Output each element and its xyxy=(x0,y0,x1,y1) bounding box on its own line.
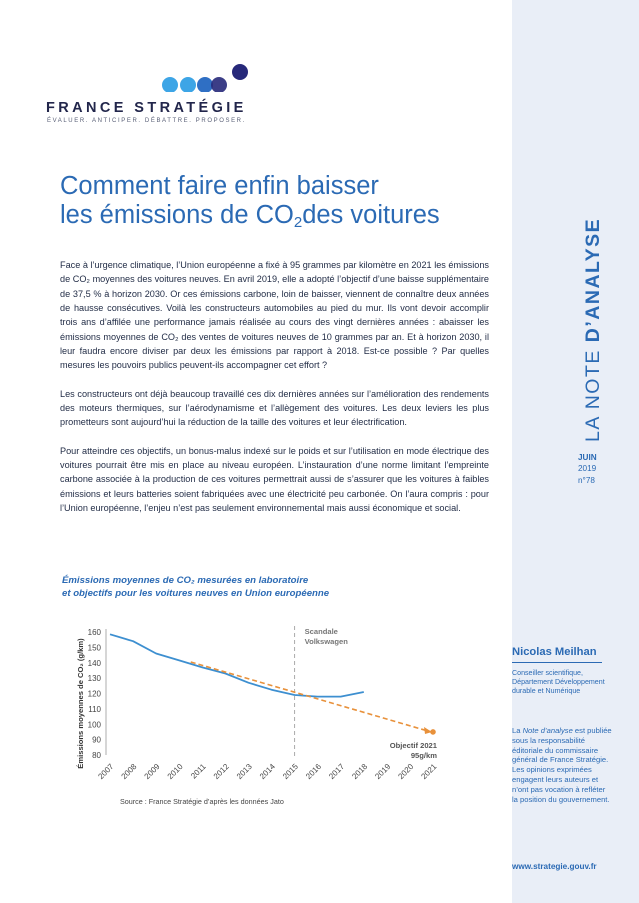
x-tick-label: 2017 xyxy=(327,762,347,781)
series-title-bold: D’ANALYSE xyxy=(582,217,604,343)
summary-paragraph-3: Pour atteindre ces objectifs, un bonus-malus indexé sur le poids et sur l’utilisation en mode électrique des voitures pourrait être mis en place au niveau européen. L’instauration d’une norme limitant l’empreinte carbone associée à la production de ces voitures permettrait aussi de s’assurer que les voitures à faibles émissions et leurs batteries soient fabriquées avec une électricité peu carbonée. On l’aura compris : pour l’Union européenne, l’enjeu n’est pas seulement environnemental mais aussi économique et social. xyxy=(60,445,489,514)
x-tick-label: 2021 xyxy=(419,762,439,781)
title-line-2-subscript: 2 xyxy=(293,214,303,231)
x-tick-label: 2011 xyxy=(189,762,208,781)
y-tick-label: 80 xyxy=(92,751,101,760)
brand-logo-dots xyxy=(160,62,270,92)
logo-dot-5 xyxy=(232,64,248,80)
y-tick-label: 120 xyxy=(87,689,101,699)
note-body: est publiée sous la responsabilité éditoriale du commissaire général de France Stratégie. Les opinions exprimées engagent leurs auteurs et n’ont pas vocation à refléter la position du gouvernement. xyxy=(512,726,612,804)
y-tick-label: 140 xyxy=(87,658,101,668)
title-line-2-start: les émissions de CO xyxy=(60,201,294,229)
issue-number: n°78 xyxy=(578,476,595,485)
x-tick-label: 2018 xyxy=(350,762,370,781)
x-tick-label: 2019 xyxy=(373,762,393,781)
x-tick-label: 2012 xyxy=(211,762,231,781)
emissions-chart xyxy=(60,612,480,808)
publication-note xyxy=(512,726,612,804)
y-tick-label: 160 xyxy=(87,628,101,637)
title-line-1: Comment faire enfin baisser xyxy=(60,172,379,200)
brand-name: FRANCE STRATÉGIE xyxy=(46,100,247,116)
x-tick-label: 2015 xyxy=(281,762,300,781)
summary-paragraph-1: Face à l’urgence climatique, l’Union européenne a fixé à 95 grammes par kilomètre en 2021 les émissions de CO₂ moyennes des voitures neuves. En avril 2019, elle a adopté l’objectif d’une baisse supplémentaire de 37,5 % à horizon 2030. Or ces émissions carbone, loin de baisser, viennent de connaître deux années de hausse consécutives. Voilà les constructeurs automobiles au pied du mur. Ils vont devoir accomplir trois ans d’affilée une performance jamais réalisée au cours des vingt dernières années : abaisser les émissions moyennes de CO₂ des ventes de voitures neuves de 10 grammes par an. Et à horizon 2030, il leur faudra encore diviser par deux les émissions par rapport à 2018. Est-ce possible ? Par quelles mesures les pouvoirs publics peuvent-ils accompagner cet effort ? xyxy=(60,260,489,371)
page-title xyxy=(60,172,500,237)
website-link[interactable]: www.strategie.gouv.fr xyxy=(512,862,597,871)
x-tick-label: 2013 xyxy=(234,762,254,781)
issue-year: 2019 xyxy=(578,464,597,473)
event-label-line-2: Volkswagen xyxy=(304,637,348,646)
objective-point xyxy=(430,729,436,735)
summary-text xyxy=(60,258,489,530)
title-line-2-end: des voitures xyxy=(302,201,440,229)
x-tick-label: 2020 xyxy=(396,762,416,781)
event-label-line-1: Scandale xyxy=(304,627,338,636)
chart-caption-line-2: et objectifs pour les voitures neuves en Union européenne xyxy=(62,587,330,599)
y-tick-label: 100 xyxy=(87,720,101,730)
chart-source: Source : France Stratégie d’après les données Jato xyxy=(120,797,284,806)
issue-month: JUIN xyxy=(578,453,597,462)
note-prefix: La xyxy=(512,726,523,735)
logo-dot-3 xyxy=(197,77,213,92)
summary-paragraph-2: Les constructeurs ont déjà beaucoup travaillé ces dix dernières années sur l’amélioration des rendements des moteurs thermiques, sur l’aérodynamisme et l’allègement des voitures. Les deux leviers les plus prometteurs sont aujourd’hui la réduction de la taille des voitures et leur électrification. xyxy=(60,388,489,428)
series-title xyxy=(582,218,605,442)
chart-caption-line-1: Émissions moyennes de CO₂ mesurées en laboratoire xyxy=(62,575,309,586)
x-tick-label: 2009 xyxy=(142,762,162,781)
logo-dot-1 xyxy=(162,77,178,92)
logo-dot-2 xyxy=(180,77,196,92)
objective-label-line-1: Objectif 2021 xyxy=(389,740,437,750)
x-tick-label: 2007 xyxy=(96,762,116,781)
brand-tagline: ÉVALUER. ANTICIPER. DÉBATTRE. PROPOSER. xyxy=(47,118,246,124)
y-tick-label: 110 xyxy=(88,704,101,714)
trend-to-objective-line xyxy=(191,662,427,731)
author-role: Conseiller scientifique, Département Développement durable et Numérique xyxy=(512,669,605,695)
y-tick-label: 150 xyxy=(87,643,101,653)
objective-label-line-2: 95g/km xyxy=(410,750,437,760)
note-title: Note d’analyse xyxy=(522,726,573,735)
series-title-light: LA NOTE xyxy=(582,342,604,442)
y-axis-label: Émissions moyennes de CO₂ (g/km) xyxy=(76,638,85,769)
y-tick-label: 130 xyxy=(87,674,101,684)
x-tick-label: 2016 xyxy=(304,762,324,781)
y-tick-label: 90 xyxy=(92,735,101,745)
x-tick-label: 2010 xyxy=(165,762,185,781)
author-divider xyxy=(512,662,602,663)
x-tick-label: 2008 xyxy=(119,762,139,781)
logo-dot-4 xyxy=(211,77,227,92)
x-tick-label: 2014 xyxy=(257,762,277,781)
chart-caption xyxy=(62,575,462,600)
author-name: Nicolas Meilhan xyxy=(512,646,597,658)
